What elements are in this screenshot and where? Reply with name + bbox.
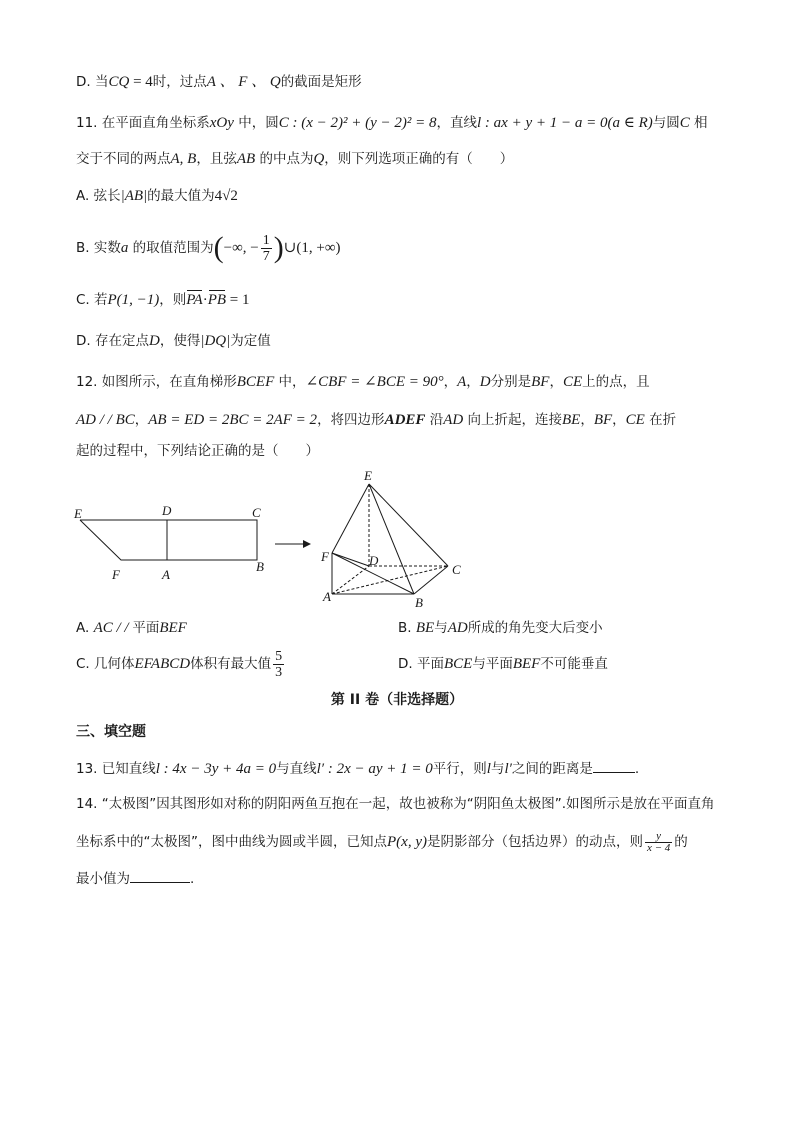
frac-den: x − 4 [646,841,671,854]
q11-option-d [76,331,271,351]
q12-option-c [76,646,286,682]
text: 所成的角先变大后变小 [467,620,603,636]
q12-stem-line3 [76,441,319,461]
text: 体积有最大值 [190,656,272,672]
math-adef: ADEF [384,412,426,428]
text: 坐标系中的“太极图”，图中曲线为圆或半圆，已知点 [76,834,387,850]
label-d: D [369,553,379,568]
q11-option-b [76,230,341,266]
text: 不可能垂直 [540,656,608,672]
option-label: B. 实数 [76,240,121,256]
math-bef: BEF [512,656,541,672]
label-c: C [252,505,261,520]
text: 上的点，且 [582,374,650,390]
q12-option-a [76,618,187,638]
math-a: A [457,374,467,390]
text: 向上折起，连接 [463,412,563,428]
text: 最小值为 [76,871,130,887]
q10-option-d [76,72,362,92]
option-label: B. [398,620,412,636]
math-abs: |AB| [120,188,148,204]
math-ce: CE [562,374,583,390]
text: 中，圆 [233,115,279,131]
text: 中， [274,374,306,390]
math-ad: AD [447,620,468,636]
option-label: D. 平面 [398,656,444,672]
math-ab: A, B [170,151,197,167]
option-label: C. 若 [76,292,108,308]
q12-option-d [398,654,608,674]
math-bef: BEF [159,620,187,636]
math-q: Q [313,151,325,167]
text: ，则下列选项正确的有（ ） [324,151,514,167]
math-line2: l′ : 2x − ay + 1 = 0 [316,761,433,777]
math-value: = 1 [226,292,250,308]
math-poly: EFABCD [134,656,191,672]
q12-option-b [398,618,603,638]
math-lp: l′ [504,761,512,777]
text: ，且弦 [196,151,237,167]
math-p: P(1, −1) [107,292,160,308]
section-three-title: 三、填空题 [76,724,146,740]
text: ，使得 [159,333,201,349]
math-d: D [479,374,491,390]
math-d: D [148,333,160,349]
text: 的取值范围为 [128,240,214,256]
label-a: A [162,567,170,582]
math-points: A 、 F 、 Q [206,74,281,90]
answer-blank[interactable] [130,868,190,883]
text: 是阴影部分（包括边界）的动点，则 [426,834,643,850]
text: 的最大值为 [147,188,215,204]
text: 14. “太极图”因其图形如对称的阴阳两鱼互抱在一起，故也被称为“阴阳鱼太极图”.如图所示是放在平面直角 [76,796,715,812]
text: 与圆 [652,115,680,131]
option-label: C. 几何体 [76,656,135,672]
math-xoy: xOy [209,115,234,131]
frac-den: 3 [275,664,283,680]
math-dq: |DQ| [200,333,231,349]
text: ， [134,412,149,428]
text: ， [466,374,480,390]
option-label: A. [76,620,90,636]
math-circle: C : (x − 2)² + (y − 2)² = 8 [278,115,437,131]
math-c: C [679,115,690,131]
text: 与 [434,620,448,636]
fraction [261,233,272,264]
math-cq: CQ [108,74,130,90]
text: 13. 已知直线 [76,761,156,777]
q12-stem-line2 [76,410,676,430]
text: 的中点为 [255,151,314,167]
math-cond: (a ∈ R) [607,115,653,131]
text: 在折 [644,412,677,428]
trapezoid-diagram [80,520,257,560]
q14-stem-line2 [76,828,688,856]
text: ，直线 [436,115,477,131]
left-paren: ( [213,231,224,264]
text: 的 [674,834,688,850]
text: 与直线 [276,761,317,777]
q11-option-a [76,186,238,206]
math-chord: AB [236,151,256,167]
text: ， [612,412,626,428]
text: 时，过点 [152,74,207,90]
label-b: B [415,595,423,610]
text: ，则 [159,292,187,308]
arrow [275,540,311,548]
trapezoid-outline [80,520,257,560]
vector-pa: PA [186,292,203,308]
text: 的截面是矩形 [280,74,362,90]
math-be: BE [415,620,435,636]
math-cond1: AD / / BC [76,412,135,428]
fraction [645,831,672,854]
math-l: l [486,761,491,777]
math-ac: AC / / [93,620,133,636]
option-label: A. 弦长 [76,188,121,204]
text: 为定值 [230,333,271,349]
math-eq: = 4 [129,74,153,90]
label-f: F [112,567,120,582]
label-b: B [256,559,264,574]
folded-solid-diagram [332,484,448,594]
text: 分别是 [490,374,532,390]
q12-stem-line1 [76,372,650,392]
text: ， [580,412,594,428]
text: 起的过程中，下列结论正确的是（ ） [76,443,319,459]
text: ，将四边形 [317,412,385,428]
vector-pb: PB [207,292,227,308]
math-ad: AD [443,412,464,428]
text: ， [443,374,458,390]
q11-stem-line2 [76,149,513,169]
text: . [190,871,195,887]
math-bf: BF [531,374,550,390]
text: 沿 [425,412,444,428]
q14-stem-line1 [76,794,715,814]
label-f: F [321,549,329,564]
text: 平面 [132,620,160,636]
math-be: BE [562,412,581,428]
q11-option-c [76,290,250,310]
math-bcef: BCEF [236,374,275,390]
edge-fd [332,553,369,566]
text: 相 [689,115,708,131]
label-d: D [162,503,172,518]
math-a: a [120,240,129,256]
math-ce: CE [625,412,645,428]
text: 与平面 [472,656,513,672]
q11-stem-line1 [76,113,708,133]
label-c: C [452,562,461,577]
text: 平行，则 [432,761,487,777]
text: . [634,761,640,777]
label-e: E [74,506,82,521]
text: 交于不同的两点 [76,151,171,167]
label-e: E [364,468,372,483]
math-line1: l : 4x − 3y + 4a = 0 [155,761,277,777]
option-label: D. 当 [76,74,109,90]
math-range2: (1, +∞) [296,240,341,256]
text: 11. 在平面直角坐标系 [76,115,210,131]
q13-stem [76,758,639,779]
math-angles: ∠CBF = ∠BCE = 90° [305,374,444,390]
q14-stem-line3 [76,868,194,889]
label-a: A [323,589,331,604]
frac-num: 5 [275,648,283,664]
right-paren: ) [273,231,284,264]
q12-figure [60,468,480,614]
math-range: −∞, − [223,240,259,256]
option-label: D. 存在定点 [76,333,149,349]
part-two-title: 第 II 卷（非选择题） [330,692,464,708]
frac-num: y [645,831,672,843]
frac-den: 7 [262,248,270,264]
math-cond2: AB = ED = 2BC = 2AF = 2 [148,412,318,428]
edge-ec [369,484,448,566]
math-dot: · [202,292,208,308]
math-p: P(x, y) [387,834,427,850]
edge-eb [369,484,414,594]
math-union: ∪ [283,240,297,256]
edge-ef [332,484,369,553]
math-value: 4√2 [214,188,238,204]
edge-ad [332,566,369,594]
fraction [273,649,284,680]
answer-blank[interactable] [593,758,635,773]
math-bf: BF [593,412,613,428]
text: ， [549,374,563,390]
frac-num: 1 [262,232,270,248]
text: 12. 如图所示，在直角梯形 [76,374,237,390]
text: 之间的距离是 [511,761,593,777]
text: 与 [490,761,505,777]
math-bce: BCE [443,656,473,672]
math-line: l : ax + y + 1 − a = 0 [477,115,608,131]
